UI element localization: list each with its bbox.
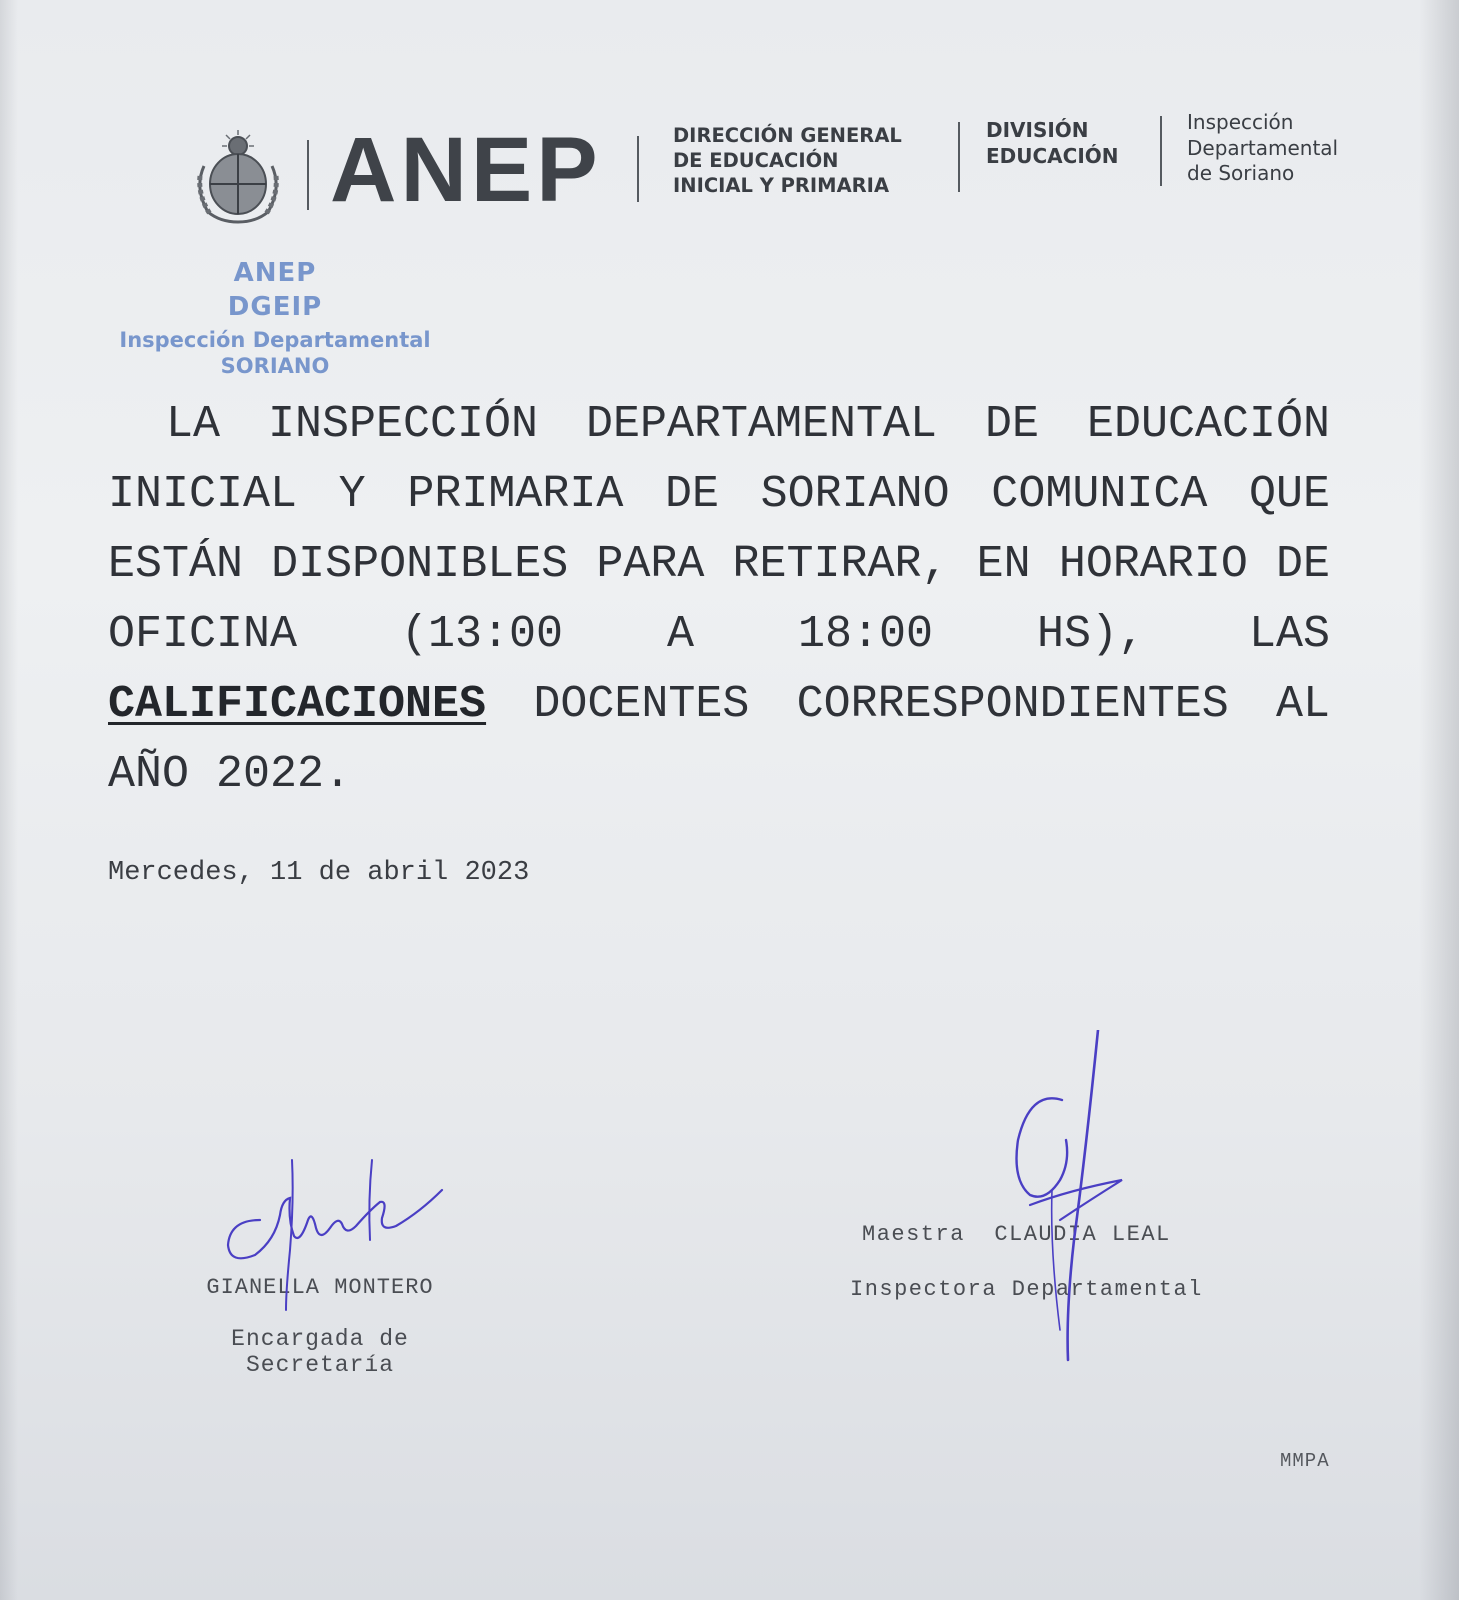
letterhead-line: INICIAL Y PRIMARIA [673,173,890,197]
letterhead-dgeip [673,124,902,199]
signatory-name: Maestra CLAUDIA LEAL [862,1222,1171,1247]
letterhead-division [986,118,1119,169]
signature-block-right [850,1222,1242,1302]
typist-initials: MMPA [1280,1450,1330,1472]
signatory-role: Encargada de Secretaría [231,1326,409,1378]
notice-text: LA INSPECCIÓN DEPARTAMENTAL DE EDUCACIÓN INICIAL Y PRIMARIA DE SORIANO COMUNICA QUE ESTÁN DISPONIBLES PARA RETIRAR, EN HORARIO DE OFICINA (13:00 A 18:00 HS), LAS [108,399,1330,660]
notice-text: DOCENTES CORRESPONDIENTES AL AÑO 2022. [108,679,1330,800]
letterhead-divider [958,122,960,192]
letterhead-line: Departamental [1187,135,1339,160]
document-date: Mercedes, 11 de abril 2023 [108,858,530,888]
letterhead-line: DIVISIÓN [986,118,1089,142]
letterhead-divider [1160,116,1162,186]
signatory-name: GIANELLA MONTERO [206,1275,434,1300]
signature-block-left [150,1275,490,1378]
letterhead-inspeccion [1187,110,1338,187]
letterhead-line: DE EDUCACIÓN [673,148,839,172]
anep-logo: ANEP [330,119,602,221]
notice-emphasis: CALIFICACIONES [108,679,487,730]
paper-edge-shadow-right [1419,0,1459,1600]
handwritten-signature-right [990,1030,1140,1370]
stamp-line: DGEIP [227,292,323,322]
signatory-role: Inspectora Departamental [850,1277,1203,1302]
letterhead-line: EDUCACIÓN [986,143,1119,168]
letterhead-line: Inspección [1187,110,1294,134]
office-stamp [110,258,440,378]
stamp-line: Inspección Departamental [119,328,431,352]
letterhead-divider [637,136,639,202]
letterhead-line: DIRECCIÓN GENERAL [673,124,902,147]
letterhead-line: de Soriano [1187,161,1295,186]
notice-body [108,390,1330,810]
stamp-line: ANEP [233,258,317,288]
paper-edge-shadow-left [0,0,18,1600]
letterhead [190,110,1370,228]
stamp-line: SORIANO [220,354,330,378]
letterhead-divider [307,140,309,210]
coat-of-arms-icon [190,126,286,226]
